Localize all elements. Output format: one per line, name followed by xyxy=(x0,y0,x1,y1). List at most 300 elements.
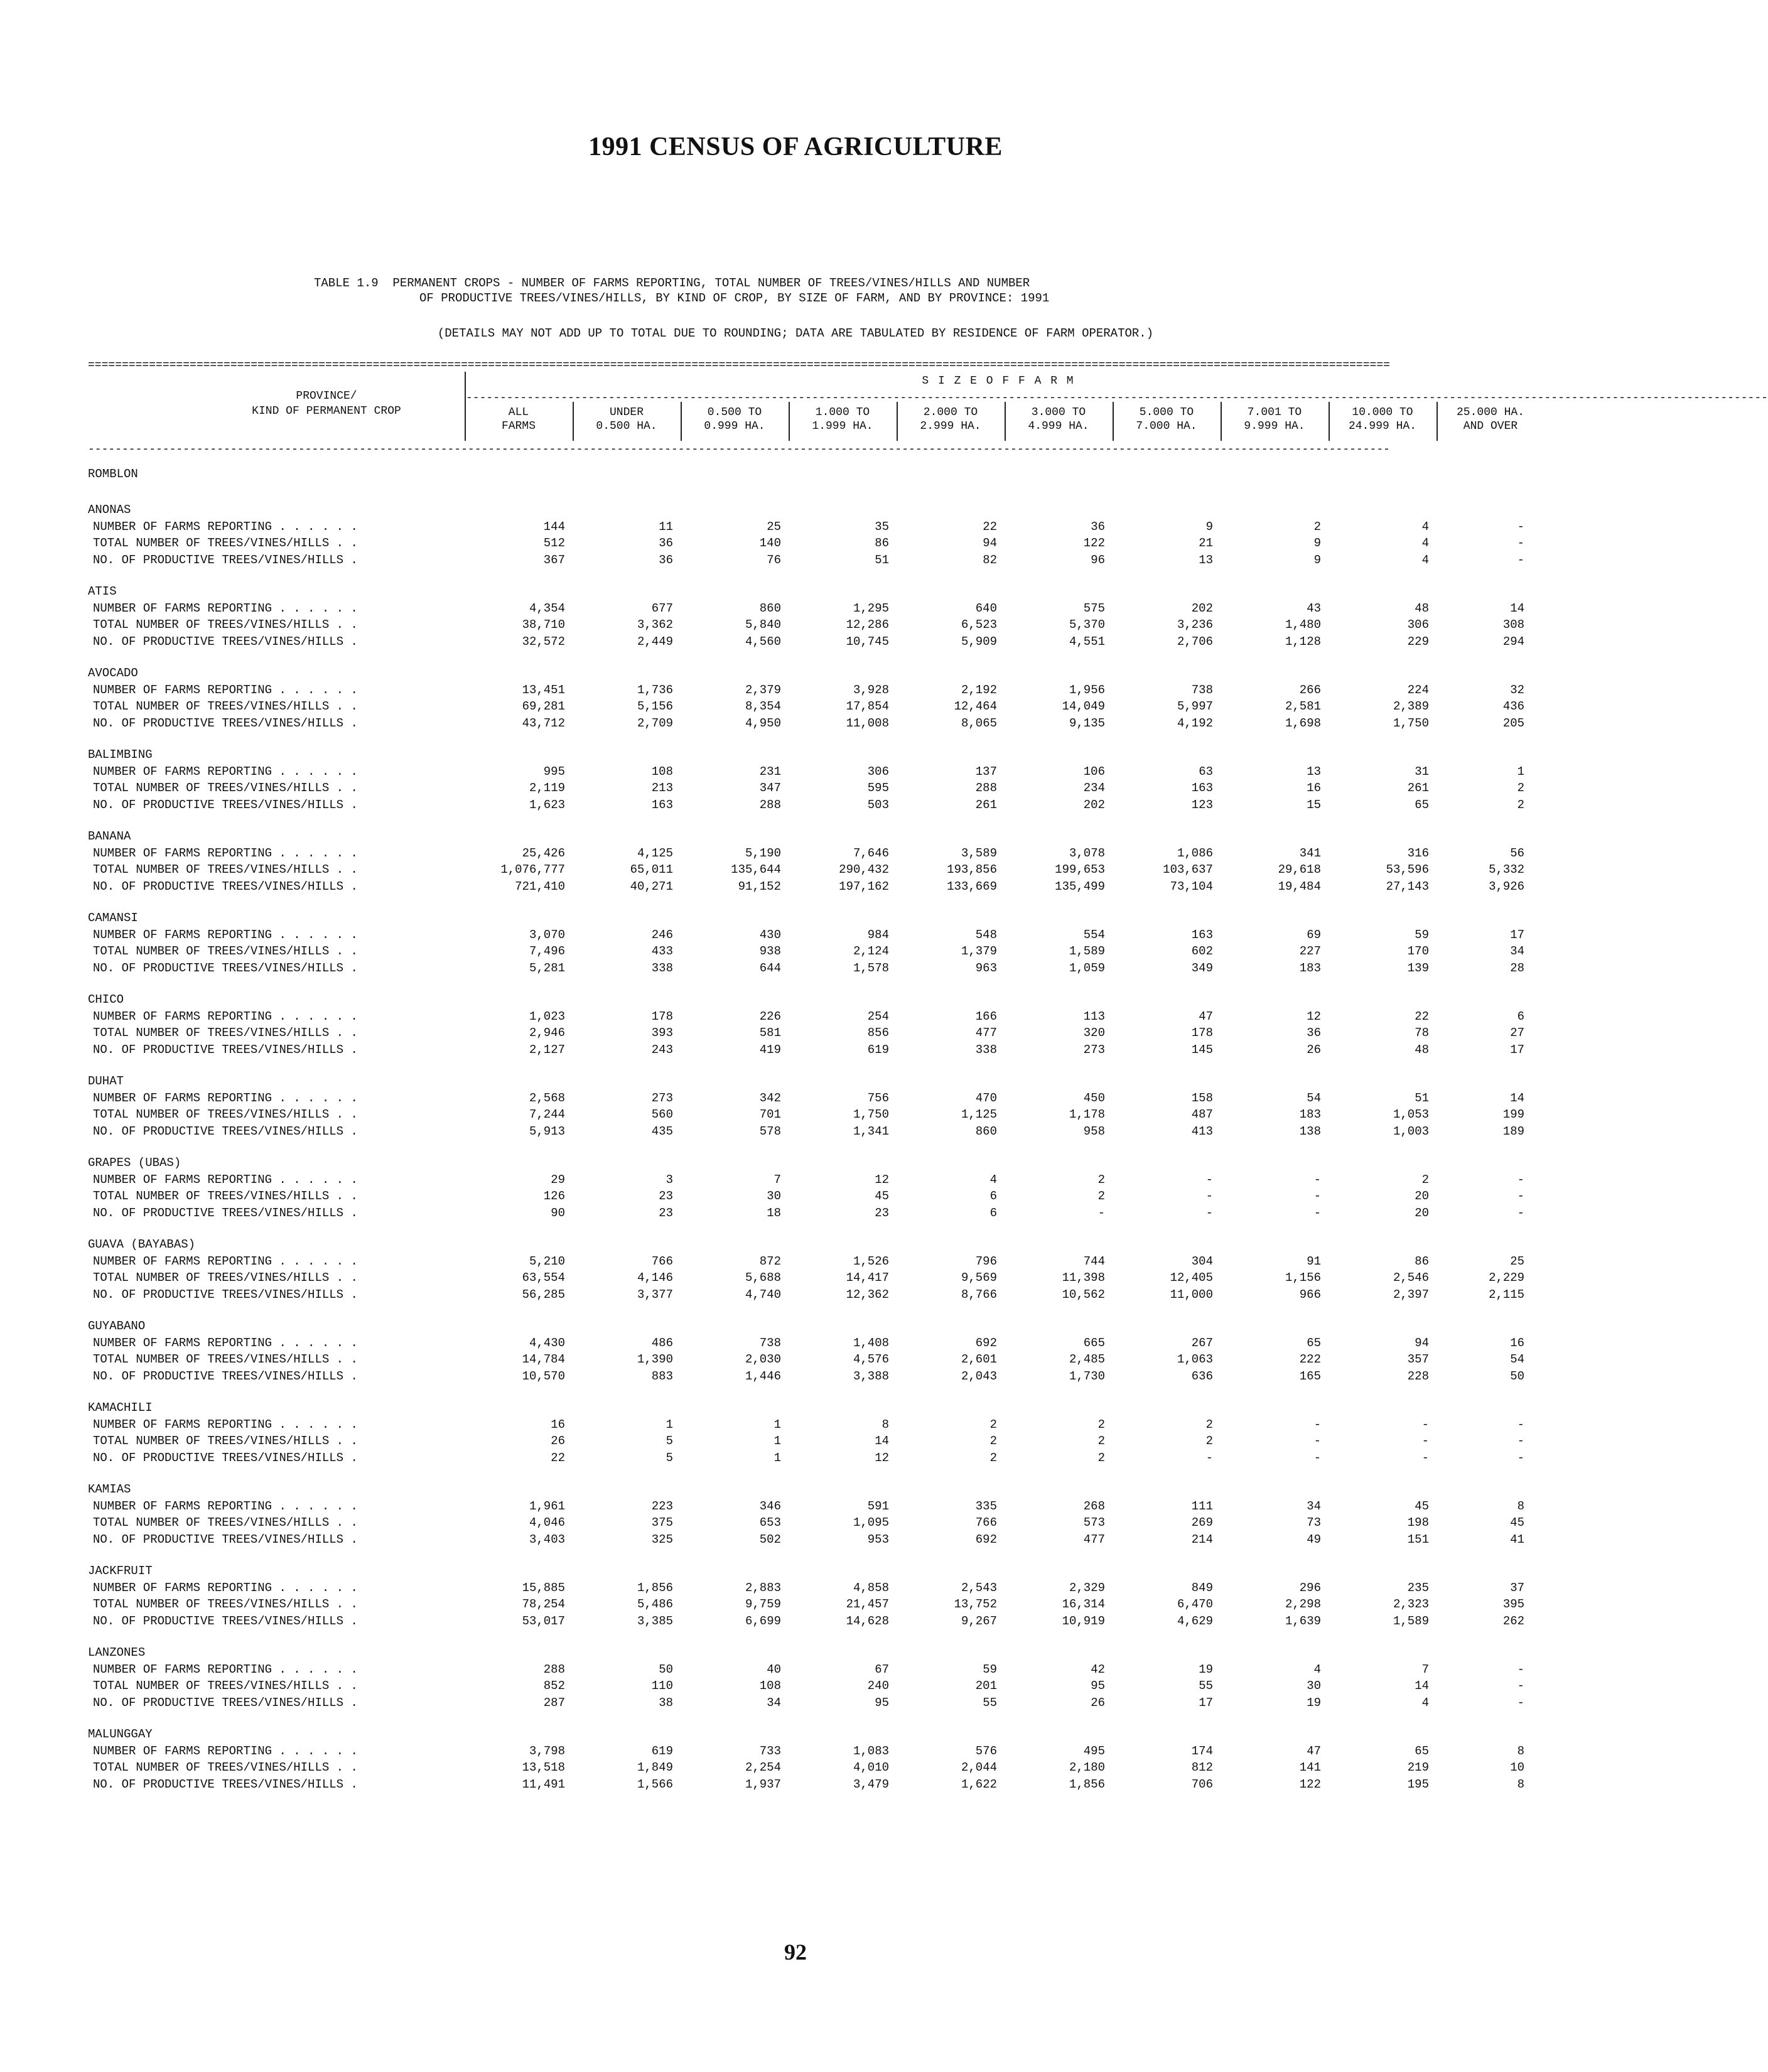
table-cell: 63 xyxy=(1199,764,1213,779)
row-label: NUMBER OF FARMS REPORTING . . . . . . xyxy=(93,1499,358,1513)
table-cell: 2,329 xyxy=(1069,1580,1105,1595)
table-cell: 103,637 xyxy=(1163,863,1213,877)
table-cell: 235 xyxy=(1407,1580,1429,1595)
row-label: NO. OF PRODUCTIVE TREES/VINES/HILLS . xyxy=(93,1614,358,1628)
table-cell: 137 xyxy=(975,764,997,779)
table-cell: 111 xyxy=(1191,1499,1213,1513)
table-cell: 163 xyxy=(1191,927,1213,942)
crop-header-row xyxy=(88,1629,1532,1661)
table-cell: 1,156 xyxy=(1285,1271,1321,1285)
table-cell: 165 xyxy=(1299,1369,1321,1383)
table-cell: 96 xyxy=(1091,553,1105,567)
table-cell: 14,049 xyxy=(1062,699,1105,713)
table-cell: - xyxy=(1517,536,1525,550)
table-cell: 228 xyxy=(1407,1369,1429,1383)
crop-name: DUHAT xyxy=(88,1074,124,1088)
table-row xyxy=(88,1351,1532,1368)
table-cell: 4,192 xyxy=(1177,716,1213,730)
table-cell: 8 xyxy=(1517,1499,1525,1513)
table-cell: 151 xyxy=(1407,1532,1429,1546)
row-label: NO. OF PRODUCTIVE TREES/VINES/HILLS . xyxy=(93,961,358,975)
table-cell: 433 xyxy=(651,944,673,958)
table-cell: 35 xyxy=(875,519,889,534)
table-cell: 430 xyxy=(759,927,781,942)
table-cell: 7 xyxy=(774,1172,781,1187)
table-cell: 2 xyxy=(989,1434,997,1448)
table-cell: 1,730 xyxy=(1069,1369,1105,1383)
row-label: TOTAL NUMBER OF TREES/VINES/HILLS . . xyxy=(93,781,358,795)
table-cell: 2 xyxy=(1097,1434,1105,1448)
table-cell: 95 xyxy=(875,1695,889,1710)
table-cell: 63,554 xyxy=(522,1271,565,1285)
table-cell: 2,043 xyxy=(961,1369,997,1383)
row-label: NUMBER OF FARMS REPORTING . . . . . . xyxy=(93,1009,358,1023)
crop-name: GUYABANO xyxy=(88,1319,146,1333)
row-label: NO. OF PRODUCTIVE TREES/VINES/HILLS . xyxy=(93,1124,358,1138)
table-cell: 3,078 xyxy=(1069,846,1105,860)
row-label: NO. OF PRODUCTIVE TREES/VINES/HILLS . xyxy=(93,1369,358,1383)
table-cell: 1,856 xyxy=(637,1580,673,1595)
table-cell: 619 xyxy=(867,1042,889,1057)
table-cell: 796 xyxy=(975,1254,997,1268)
table-cell: 1,095 xyxy=(853,1516,889,1530)
table-row xyxy=(88,780,1532,797)
table-cell: 1,622 xyxy=(961,1777,997,1791)
table-cell: 266 xyxy=(1299,683,1321,697)
table-cell: 393 xyxy=(651,1026,673,1040)
table-cell: 1,083 xyxy=(853,1744,889,1758)
table-cell: 144 xyxy=(543,519,565,534)
table-cell: 581 xyxy=(759,1026,781,1040)
table-cell: 4,146 xyxy=(637,1271,673,1285)
table-cell: 139 xyxy=(1407,961,1429,975)
table-cell: 2 xyxy=(1205,1417,1213,1432)
table-cell: 738 xyxy=(1191,683,1213,697)
table-cell: 23 xyxy=(659,1206,673,1220)
table-cell: 5,332 xyxy=(1489,863,1525,877)
table-row xyxy=(88,600,1532,617)
row-label: NUMBER OF FARMS REPORTING . . . . . . xyxy=(93,1662,358,1676)
table-row xyxy=(88,634,1532,650)
column-header-8-line-1: 7.001 TO xyxy=(1247,406,1302,419)
table-cell: 133,669 xyxy=(947,879,997,893)
table-cell: 3,377 xyxy=(637,1287,673,1302)
table-cell: 756 xyxy=(867,1091,889,1105)
crop-header-row xyxy=(88,813,1532,845)
table-cell: 3,403 xyxy=(529,1532,565,1546)
table-cell: 73,104 xyxy=(1170,879,1213,893)
table-cell: 287 xyxy=(543,1695,565,1710)
size-of-farm-rule: ------------------------------------------------------------------------------------------------------------------------------------------------------------------------------------------------ xyxy=(466,392,1768,404)
table-cell: 2,706 xyxy=(1177,634,1213,649)
table-cell: 82 xyxy=(983,553,997,567)
table-row xyxy=(88,1776,1532,1793)
table-cell: 576 xyxy=(975,1744,997,1758)
table-cell: 9 xyxy=(1313,536,1321,550)
table-cell: 3 xyxy=(666,1172,673,1187)
table-cell: 254 xyxy=(867,1009,889,1023)
row-label: TOTAL NUMBER OF TREES/VINES/HILLS . . xyxy=(93,1026,358,1040)
table-cell: 273 xyxy=(1083,1042,1105,1057)
table-row xyxy=(88,1416,1532,1433)
table-row xyxy=(88,1596,1532,1613)
table-cell: 55 xyxy=(983,1695,997,1710)
table-cell: 1,086 xyxy=(1177,846,1213,860)
table-cell: 3,385 xyxy=(637,1614,673,1628)
table-row xyxy=(88,1759,1532,1776)
table-cell: 163 xyxy=(651,797,673,812)
table-cell: 338 xyxy=(651,961,673,975)
table-cell: 1,856 xyxy=(1069,1777,1105,1791)
table-row xyxy=(88,764,1532,780)
table-cell: 65 xyxy=(1415,797,1429,812)
table-cell: 21 xyxy=(1199,536,1213,550)
table-cell: 9,759 xyxy=(745,1597,781,1611)
table-cell: 640 xyxy=(975,601,997,615)
table-cell: - xyxy=(1313,1172,1321,1187)
table-cell: 995 xyxy=(543,764,565,779)
table-cell: 59 xyxy=(983,1662,997,1676)
table-cell: - xyxy=(1517,1695,1525,1710)
row-label: NUMBER OF FARMS REPORTING . . . . . . xyxy=(93,927,358,942)
table-cell: 367 xyxy=(543,553,565,567)
table-cell: 3,070 xyxy=(529,927,565,942)
table-cell: 65,011 xyxy=(630,863,673,877)
table-cell: 11,008 xyxy=(846,716,889,730)
table-cell: 766 xyxy=(651,1254,673,1268)
table-caption-line-1: TABLE 1.9 PERMANENT CROPS - NUMBER OF FARMS REPORTING, TOTAL NUMBER OF TREES/VINES/HILLS AND NUMBER xyxy=(314,276,1030,290)
table-cell: 229 xyxy=(1407,634,1429,649)
table-cell: 15,885 xyxy=(522,1580,565,1595)
table-cell: - xyxy=(1421,1417,1429,1432)
table-cell: 677 xyxy=(651,601,673,615)
table-cell: 27 xyxy=(1510,1026,1525,1040)
table-row xyxy=(88,698,1532,715)
table-cell: 2 xyxy=(1097,1417,1105,1432)
table-cell: 49 xyxy=(1307,1532,1321,1546)
table-cell: 29,618 xyxy=(1278,863,1321,877)
table-cell: 4,858 xyxy=(853,1580,889,1595)
table-cell: 86 xyxy=(875,536,889,550)
crop-header-row xyxy=(88,1384,1532,1416)
table-row xyxy=(88,861,1532,878)
table-cell: 2 xyxy=(1517,797,1525,812)
table-cell: 19,484 xyxy=(1278,879,1321,893)
table-cell: 477 xyxy=(975,1026,997,1040)
table-cell: 636 xyxy=(1191,1369,1213,1383)
table-cell: 14,784 xyxy=(522,1352,565,1366)
table-cell: 13,518 xyxy=(522,1761,565,1774)
table-cell: 108 xyxy=(759,1679,781,1693)
table-cell: 22 xyxy=(551,1450,565,1465)
table-cell: 1,566 xyxy=(637,1777,673,1791)
table-cell: 17 xyxy=(1510,927,1525,942)
table-cell: 966 xyxy=(1299,1287,1321,1302)
table-cell: 342 xyxy=(759,1091,781,1105)
table-cell: 8 xyxy=(1517,1777,1525,1791)
table-cell: 8,354 xyxy=(745,699,781,713)
table-cell: 1 xyxy=(1517,764,1525,779)
table-cell: 512 xyxy=(543,536,565,550)
table-cell: 51 xyxy=(875,553,889,567)
table-cell: 5,156 xyxy=(637,699,673,713)
table-cell: 486 xyxy=(651,1335,673,1350)
table-cell: 6 xyxy=(989,1189,997,1203)
column-header-5-line-2: 2.999 HA. xyxy=(920,420,981,433)
table-cell: 1 xyxy=(774,1450,781,1465)
row-label: NO. OF PRODUCTIVE TREES/VINES/HILLS . xyxy=(93,1532,358,1546)
table-cell: 2,601 xyxy=(961,1352,997,1366)
table-cell: 42 xyxy=(1091,1662,1105,1676)
table-cell: 94 xyxy=(983,536,997,550)
table-cell: 12 xyxy=(875,1450,889,1465)
table-cell: 357 xyxy=(1407,1352,1429,1366)
table-cell: 288 xyxy=(543,1662,565,1676)
table-cell: 3,479 xyxy=(853,1777,889,1791)
table-cell: 733 xyxy=(759,1744,781,1758)
table-cell: 5 xyxy=(666,1450,673,1465)
table-row xyxy=(88,1433,1532,1450)
crop-header-row xyxy=(88,895,1532,927)
table-cell: 2,127 xyxy=(529,1042,565,1057)
table-cell: 17 xyxy=(1510,1042,1525,1057)
table-cell: 346 xyxy=(759,1499,781,1513)
table-row xyxy=(88,1580,1532,1597)
table-cell: 158 xyxy=(1191,1091,1213,1105)
table-row xyxy=(88,1450,1532,1467)
table-cell: 9 xyxy=(1313,553,1321,567)
table-cell: 43 xyxy=(1307,601,1321,615)
table-row xyxy=(88,1188,1532,1205)
row-label: TOTAL NUMBER OF TREES/VINES/HILLS . . xyxy=(93,699,358,713)
crop-name: AVOCADO xyxy=(88,666,138,680)
table-cell: 135,644 xyxy=(731,863,781,877)
table-cell: 883 xyxy=(651,1369,673,1383)
table-cell: 67 xyxy=(875,1662,889,1676)
table-cell: 40,271 xyxy=(630,879,673,893)
table-cell: 2,379 xyxy=(745,683,781,697)
table-cell: 6,699 xyxy=(745,1614,781,1628)
table-cell: 69,281 xyxy=(522,699,565,713)
table-cell: 273 xyxy=(651,1091,673,1105)
row-label: NUMBER OF FARMS REPORTING . . . . . . xyxy=(93,519,358,534)
table-cell: 223 xyxy=(651,1499,673,1513)
crop-header-row xyxy=(88,1221,1532,1253)
table-cell: 2 xyxy=(1421,1172,1429,1187)
column-header-4-line-2: 1.999 HA. xyxy=(812,420,873,433)
table-cell: 65 xyxy=(1307,1335,1321,1350)
table-cell: 1,053 xyxy=(1393,1108,1429,1121)
table-cell: 2,449 xyxy=(637,634,673,649)
row-label: TOTAL NUMBER OF TREES/VINES/HILLS . . xyxy=(93,618,358,632)
table-cell: 2 xyxy=(1205,1434,1213,1448)
table-row xyxy=(88,552,1532,569)
table-cell: 554 xyxy=(1083,927,1105,942)
column-header-1-line-1: ALL xyxy=(508,406,529,419)
table-cell: 26 xyxy=(1091,1695,1105,1710)
table-cell: 306 xyxy=(867,764,889,779)
table-cell: 48 xyxy=(1415,601,1429,615)
table-cell: 12 xyxy=(1307,1009,1321,1023)
table-cell: 38,710 xyxy=(522,618,565,632)
province-name: ROMBLON xyxy=(88,467,138,481)
column-header-6-line-2: 4.999 HA. xyxy=(1028,420,1089,433)
crop-name: ANONAS xyxy=(88,503,131,517)
table-cell: 2 xyxy=(989,1417,997,1432)
table-cell: - xyxy=(1517,1434,1525,1448)
row-label: TOTAL NUMBER OF TREES/VINES/HILLS . . xyxy=(93,1189,358,1203)
table-cell: 1,578 xyxy=(853,961,889,975)
table-cell: - xyxy=(1517,519,1525,534)
table-cell: 856 xyxy=(867,1026,889,1040)
row-label: NUMBER OF FARMS REPORTING . . . . . . xyxy=(93,1744,358,1758)
table-cell: 1,698 xyxy=(1285,716,1321,730)
table-cell: - xyxy=(1205,1206,1213,1220)
table-cell: 4 xyxy=(1421,519,1429,534)
table-cell: 78 xyxy=(1415,1026,1429,1040)
table-cell: 349 xyxy=(1191,961,1213,975)
table-cell: - xyxy=(1517,1172,1525,1187)
table-cell: 36 xyxy=(659,553,673,567)
table-cell: 197,162 xyxy=(839,879,889,893)
table-row xyxy=(88,1205,1532,1222)
table-cell: 45 xyxy=(1415,1499,1429,1513)
table-cell: 644 xyxy=(759,961,781,975)
table-cell: 214 xyxy=(1191,1532,1213,1546)
table-cell: 13 xyxy=(1307,764,1321,779)
table-cell: 5,190 xyxy=(745,846,781,860)
table-cell: 744 xyxy=(1083,1254,1105,1268)
table-cell: 2 xyxy=(1097,1189,1105,1203)
table-cell: 29 xyxy=(551,1172,565,1187)
table-cell: 5,909 xyxy=(961,634,997,649)
table-note: (DETAILS MAY NOT ADD UP TO TOTAL DUE TO ROUNDING; DATA ARE TABULATED BY RESIDENCE OF FARM OPERATOR.) xyxy=(437,326,1154,340)
row-label: NO. OF PRODUCTIVE TREES/VINES/HILLS . xyxy=(93,1450,358,1465)
table-cell: 91,152 xyxy=(738,879,781,893)
table-cell: 7,646 xyxy=(853,846,889,860)
table-cell: 721,410 xyxy=(515,879,565,893)
table-cell: 47 xyxy=(1307,1744,1321,1758)
table-row xyxy=(88,1172,1532,1189)
row-label: NUMBER OF FARMS REPORTING . . . . . . xyxy=(93,1580,358,1595)
table-cell: 28 xyxy=(1510,961,1525,975)
row-label: NUMBER OF FARMS REPORTING . . . . . . xyxy=(93,764,358,779)
table-row xyxy=(88,1743,1532,1760)
stub-header-line-2: KIND OF PERMANENT CROP xyxy=(252,405,401,418)
table-cell: 8 xyxy=(881,1417,889,1432)
table-row xyxy=(88,535,1532,552)
table-row xyxy=(88,1678,1532,1695)
table-cell: 849 xyxy=(1191,1580,1213,1595)
table-cell: 110 xyxy=(651,1679,673,1693)
table-cell: 269 xyxy=(1191,1516,1213,1530)
table-cell: 2,397 xyxy=(1393,1287,1429,1302)
table-cell: 1,076,777 xyxy=(500,863,565,877)
table-cell: 341 xyxy=(1299,846,1321,860)
table-caption-line-2: OF PRODUCTIVE TREES/VINES/HILLS, BY KIND OF CROP, BY SIZE OF FARM, AND BY PROVINCE: 1991 xyxy=(419,291,1050,305)
table-cell: 8,065 xyxy=(961,716,997,730)
table-cell: 267 xyxy=(1191,1335,1213,1350)
table-cell: 94 xyxy=(1415,1335,1429,1350)
table-cell: 40 xyxy=(767,1662,781,1676)
table-cell: 3,928 xyxy=(853,683,889,697)
table-cell: 548 xyxy=(975,927,997,942)
row-label: NUMBER OF FARMS REPORTING . . . . . . xyxy=(93,1417,358,1432)
table-cell: 43,712 xyxy=(522,716,565,730)
table-cell: 14,417 xyxy=(846,1271,889,1285)
table-row xyxy=(88,1514,1532,1531)
table-cell: 5,281 xyxy=(529,961,565,975)
table-cell: 4,125 xyxy=(637,846,673,860)
table-cell: 1,639 xyxy=(1285,1614,1321,1628)
row-label: NUMBER OF FARMS REPORTING . . . . . . xyxy=(93,1335,358,1350)
table-cell: 692 xyxy=(975,1532,997,1546)
crop-name: BALIMBING xyxy=(88,748,153,762)
crop-header-row xyxy=(88,976,1532,1008)
table-cell: 7,496 xyxy=(529,944,565,958)
table-cell: 11,398 xyxy=(1062,1271,1105,1285)
table-cell: 6 xyxy=(1517,1009,1525,1023)
table-cell: 5,913 xyxy=(529,1124,565,1138)
table-cell: 1,125 xyxy=(961,1108,997,1121)
table-cell: 4 xyxy=(1421,553,1429,567)
table-cell: 419 xyxy=(759,1042,781,1057)
row-label: TOTAL NUMBER OF TREES/VINES/HILLS . . xyxy=(93,1352,358,1366)
table-cell: 201 xyxy=(975,1679,997,1693)
table-cell: 2,709 xyxy=(637,716,673,730)
table-cell: 34 xyxy=(1307,1499,1321,1513)
table-cell: 5,997 xyxy=(1177,699,1213,713)
table-cell: 199 xyxy=(1502,1108,1525,1121)
table-cell: 701 xyxy=(759,1108,781,1121)
table-cell: 199,653 xyxy=(1055,863,1105,877)
table-cell: 477 xyxy=(1083,1532,1105,1546)
row-label: TOTAL NUMBER OF TREES/VINES/HILLS . . xyxy=(93,863,358,877)
table-cell: 595 xyxy=(867,781,889,795)
table-cell: 22 xyxy=(1415,1009,1429,1023)
table-cell: 2,581 xyxy=(1285,699,1321,713)
table-cell: 183 xyxy=(1299,1108,1321,1121)
crop-header-row xyxy=(88,1711,1532,1743)
table-cell: 90 xyxy=(551,1206,565,1220)
table-cell: 4,430 xyxy=(529,1335,565,1350)
province-row xyxy=(88,461,1532,487)
table-row xyxy=(88,1090,1532,1107)
table-cell: - xyxy=(1313,1206,1321,1220)
table-cell: 36 xyxy=(1307,1026,1321,1040)
table-cell: 306 xyxy=(1407,618,1429,632)
table-cell: 2 xyxy=(1097,1172,1105,1187)
table-cell: 10,745 xyxy=(846,634,889,649)
table-cell: 195 xyxy=(1407,1777,1429,1791)
table-cell: 1 xyxy=(774,1434,781,1448)
table-cell: 5,486 xyxy=(637,1597,673,1611)
table-cell: 4,046 xyxy=(529,1516,565,1530)
table-cell: 938 xyxy=(759,944,781,958)
table-row xyxy=(88,1025,1532,1042)
table-cell: 2,298 xyxy=(1285,1597,1321,1611)
table-cell: 4,551 xyxy=(1069,634,1105,649)
table-cell: - xyxy=(1517,1662,1525,1676)
table-cell: 91 xyxy=(1307,1254,1321,1268)
table-cell: 106 xyxy=(1083,764,1105,779)
table-cell: 304 xyxy=(1191,1254,1213,1268)
table-cell: 7 xyxy=(1421,1662,1429,1676)
stub-header-line-1: PROVINCE/ xyxy=(296,390,357,402)
table-cell: 15 xyxy=(1307,797,1321,812)
table-cell: 1,003 xyxy=(1393,1124,1429,1138)
table-cell: 953 xyxy=(867,1532,889,1546)
